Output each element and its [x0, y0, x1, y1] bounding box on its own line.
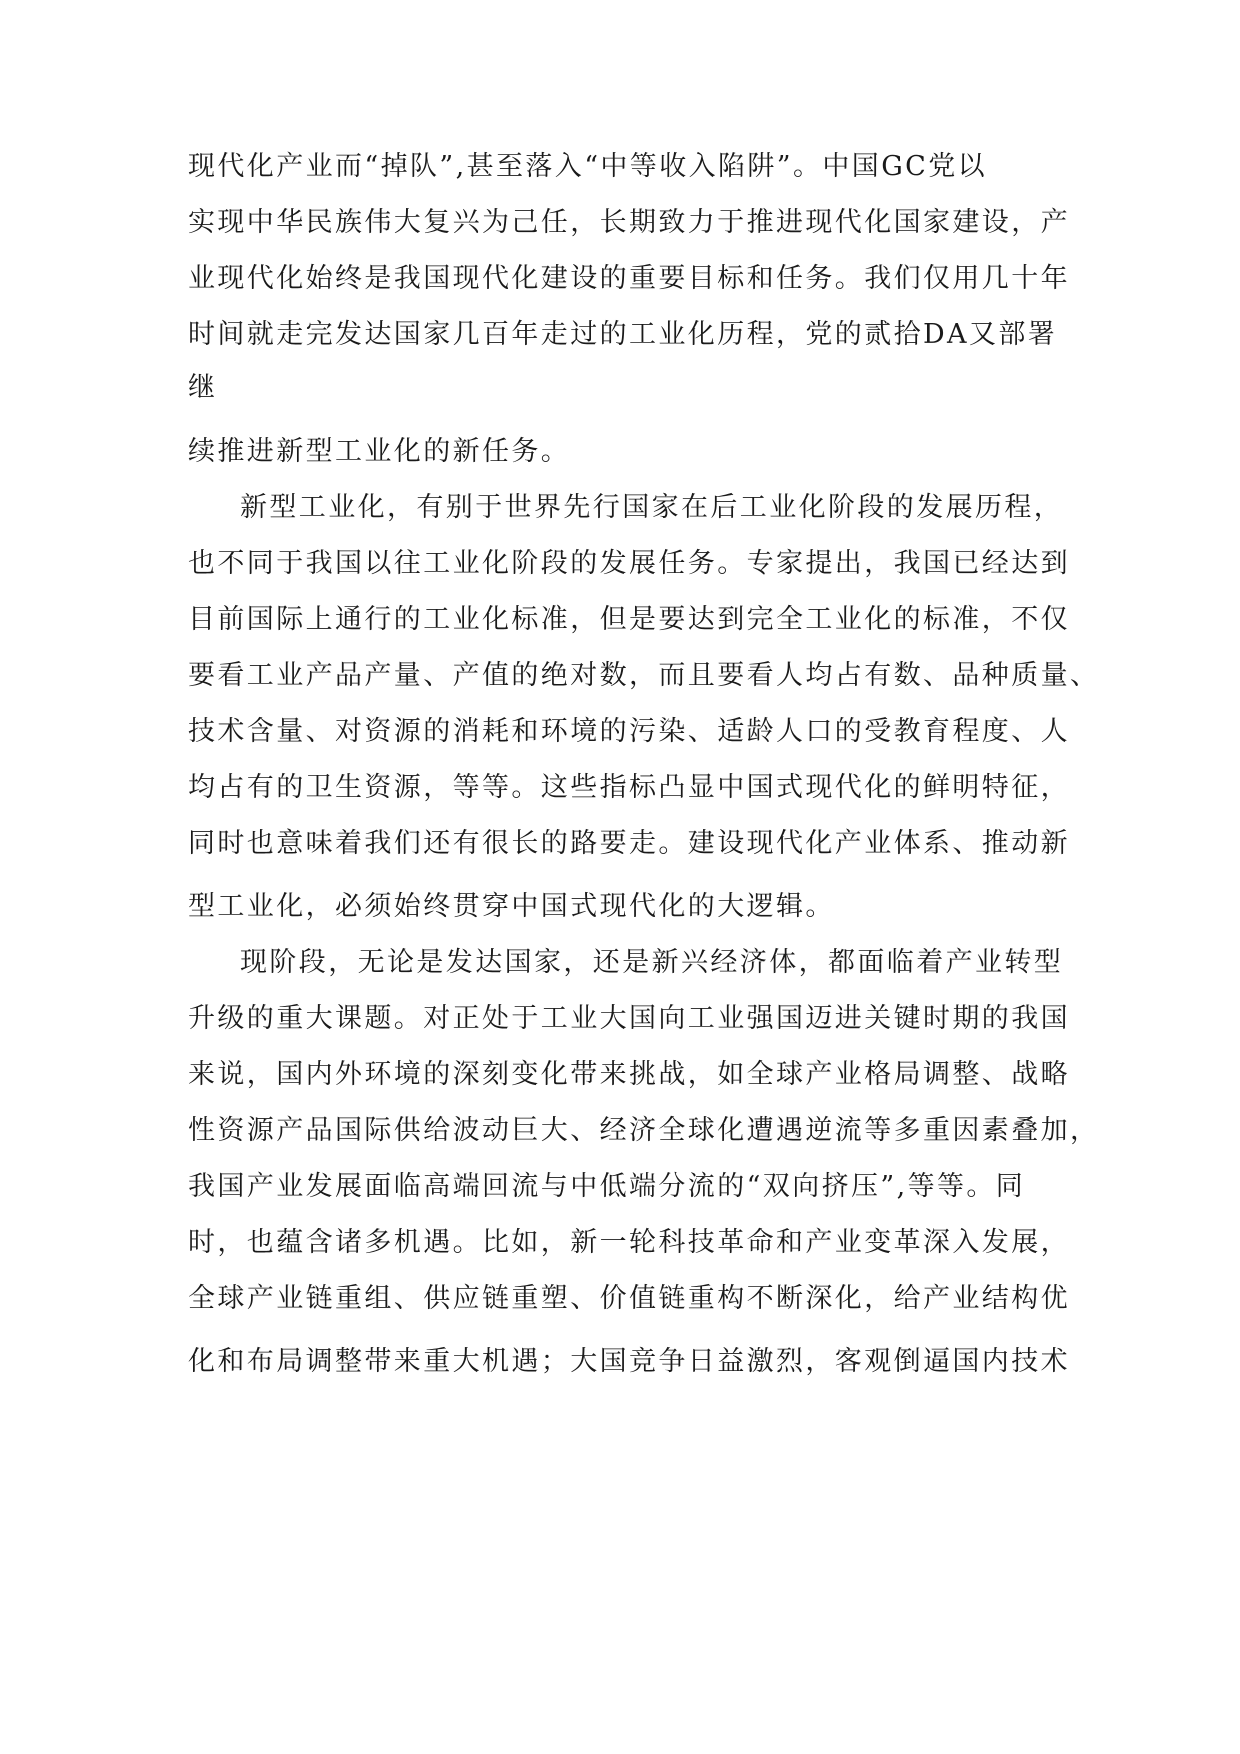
text-line: 同时也意味着我们还有很长的路要走。建设现代化产业体系、推动新 — [188, 828, 1070, 859]
text-line: 目前国际上通行的工业化标准，但是要达到完全工业化的标准，不仅 — [188, 604, 1070, 635]
text-line: 时间就走完发达国家几百年走过的工业化历程，党的贰拾DA又部署 — [188, 319, 1058, 350]
text-line: 型工业化，必须始终贯穿中国式现代化的大逻辑。 — [188, 891, 835, 922]
text-line: 化和布局调整带来重大机遇；大国竞争日益激烈，客观倒逼国内技术 — [188, 1346, 1070, 1377]
paragraph-first-line: 现阶段，无论是发达国家，还是新兴经济体，都面临着产业转型 — [240, 947, 1064, 978]
text-line: 全球产业链重组、供应链重塑、价值链重构不断深化，给产业结构优 — [188, 1283, 1070, 1314]
text-line: 我国产业发展面临高端回流与中低端分流的“双向挤压”,等等。同 — [188, 1171, 1026, 1202]
text-line: 也不同于我国以往工业化阶段的发展任务。专家提出，我国已经达到 — [188, 548, 1070, 579]
text-line: 现代化产业而“掉队”,甚至落入“中等收入陷阱”。中国GC党以 — [188, 151, 988, 182]
text-line: 时，也蕴含诸多机遇。比如，新一轮科技革命和产业变革深入发展， — [188, 1227, 1070, 1258]
paragraph-first-line: 新型工业化，有别于世界先行国家在后工业化阶段的发展历程， — [240, 492, 1064, 523]
text-line: 要看工业产品产量、产值的绝对数，而且要看人均占有数、品种质量、 — [188, 660, 1100, 691]
text-line: 来说，国内外环境的深刻变化带来挑战，如全球产业格局调整、战略 — [188, 1059, 1070, 1090]
text-line: 升级的重大课题。对正处于工业大国向工业强国迈进关键时期的我国 — [188, 1003, 1070, 1034]
text-line: 技术含量、对资源的消耗和环境的污染、适龄人口的受教育程度、人 — [188, 716, 1070, 747]
text-line: 均占有的卫生资源，等等。这些指标凸显中国式现代化的鲜明特征， — [188, 772, 1070, 803]
text-line: 性资源产品国际供给波动巨大、经济全球化遭遇逆流等多重因素叠加， — [188, 1115, 1100, 1146]
text-line: 业现代化始终是我国现代化建设的重要目标和任务。我们仅用几十年 — [188, 263, 1070, 294]
text-line: 实现中华民族伟大复兴为己任，长期致力于推进现代化国家建设，产 — [188, 207, 1070, 238]
text-line: 继 — [188, 372, 218, 403]
text-line: 续推进新型工业化的新任务。 — [188, 436, 571, 467]
